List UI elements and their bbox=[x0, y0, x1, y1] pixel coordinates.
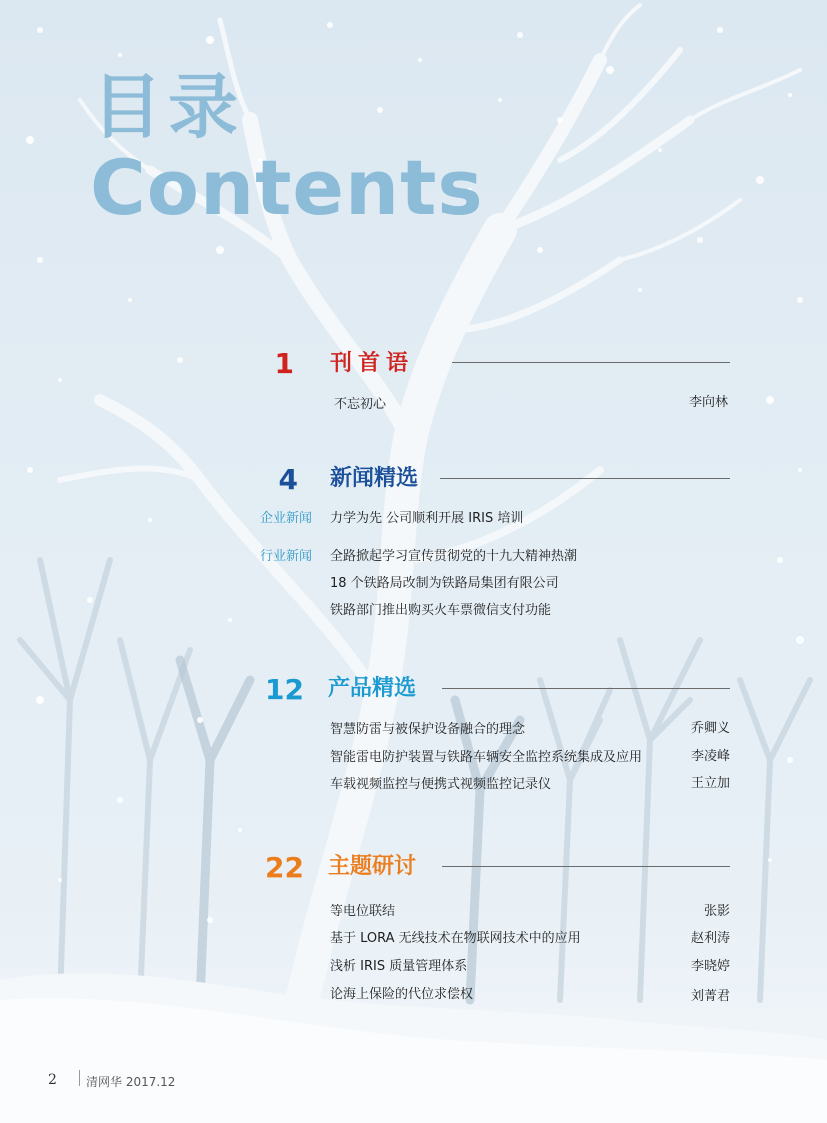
toc-entry-link[interactable]: 车载视频监控与便携式视频监控记录仪 bbox=[330, 777, 552, 792]
section-divider bbox=[442, 688, 730, 689]
section-number: 12 bbox=[265, 673, 304, 706]
toc-entry-link[interactable]: 智慧防雷与被保护设备融合的理念 bbox=[330, 722, 526, 737]
section-divider bbox=[452, 362, 730, 363]
toc-entry-link[interactable]: 论海上保险的代位求偿权 bbox=[330, 987, 474, 1002]
toc-entry-link[interactable]: 基于 LORA 无线技术在物联网技术中的应用 bbox=[330, 931, 581, 946]
toc-entry-author: 李凌峰 bbox=[690, 749, 730, 764]
toc-entry-author: 李向林 bbox=[688, 395, 728, 410]
toc-entry-author: 赵利涛 bbox=[690, 931, 730, 946]
toc-entry-author: 王立加 bbox=[690, 776, 730, 791]
section-divider bbox=[442, 866, 730, 867]
toc-entry-author: 李晓婷 bbox=[690, 959, 730, 974]
publication-info: 清网华 2017.12 bbox=[86, 1075, 176, 1089]
toc-entry-author: 张影 bbox=[703, 904, 730, 919]
toc-entry-link[interactable]: 等电位联结 bbox=[330, 904, 396, 919]
page-number: 2 bbox=[48, 1072, 57, 1088]
section-title: 主题研讨 bbox=[328, 854, 417, 879]
toc-entry-link[interactable]: 力学为先 公司顺利开展 IRIS 培训 bbox=[330, 511, 524, 526]
section-title: 新闻精选 bbox=[330, 466, 419, 491]
toc-entry-link[interactable]: 不忘初心 bbox=[334, 397, 387, 412]
section-number: 22 bbox=[265, 851, 304, 884]
footer-divider bbox=[79, 1070, 80, 1086]
page-title-english: Contents bbox=[90, 143, 484, 232]
section-number: 4 bbox=[278, 463, 298, 496]
section-title: 产品精选 bbox=[328, 676, 417, 701]
section-number: 1 bbox=[274, 347, 294, 380]
news-category-label: 企业新闻 bbox=[260, 511, 313, 526]
page-title-chinese: 目录 bbox=[92, 66, 244, 148]
section-divider bbox=[440, 478, 730, 479]
toc-entry-link[interactable]: 铁路部门推出购买火车票微信支付功能 bbox=[330, 603, 552, 618]
section-title: 刊首语 bbox=[330, 351, 415, 376]
toc-entry-author: 乔卿义 bbox=[690, 721, 730, 736]
toc-entry-link[interactable]: 全路掀起学习宣传贯彻党的十九大精神热潮 bbox=[330, 549, 578, 564]
news-category-label: 行业新闻 bbox=[260, 549, 313, 564]
toc-entry-author: 刘菁君 bbox=[690, 989, 730, 1004]
toc-entry-link[interactable]: 18 个铁路局改制为铁路局集团有限公司 bbox=[330, 576, 559, 591]
toc-entry-link[interactable]: 智能雷电防护装置与铁路车辆安全监控系统集成及应用 bbox=[330, 750, 643, 765]
toc-entry-link[interactable]: 浅析 IRIS 质量管理体系 bbox=[330, 959, 468, 974]
